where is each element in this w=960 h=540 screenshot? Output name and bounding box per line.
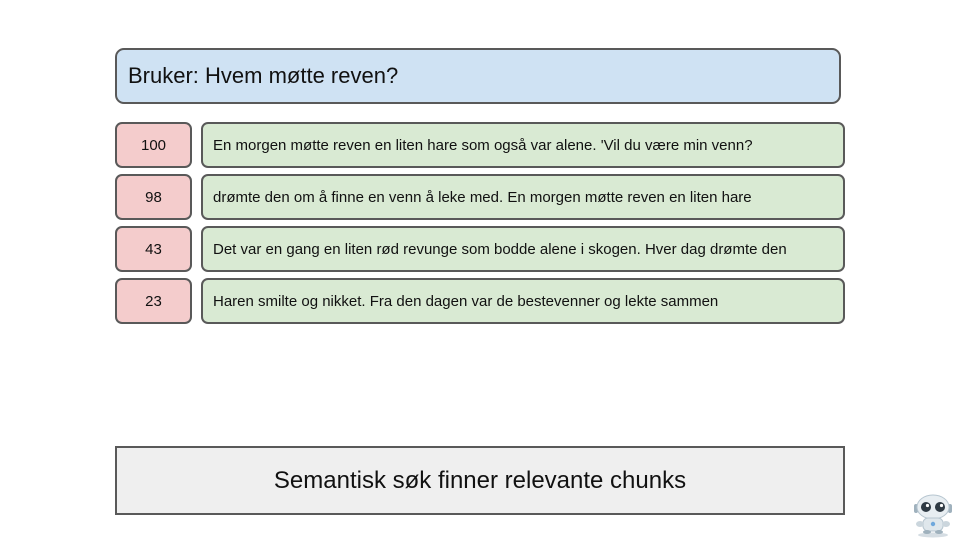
caption-box bbox=[115, 446, 845, 515]
user-query-box bbox=[115, 48, 841, 104]
search-results bbox=[115, 122, 845, 330]
user-query-text: Bruker: Hvem møtte reven? bbox=[128, 63, 399, 88]
text-chunk-content: drømte den om å finne en venn å leke med. En morgen møtte reven en liten hare bbox=[213, 188, 752, 206]
text-chunk bbox=[201, 278, 845, 324]
text-chunk-content: Det var en gang en liten rød revunge som bodde alene i skogen. Hver dag drømte den bbox=[213, 240, 787, 258]
robot-mascot-icon bbox=[910, 490, 956, 538]
result-row bbox=[115, 122, 845, 168]
text-chunk-content: En morgen møtte reven en liten hare som også var alene. 'Vil du være min venn? bbox=[213, 136, 753, 154]
result-row bbox=[115, 226, 845, 272]
text-chunk-content: Haren smilte og nikket. Fra den dagen var de bestevenner og lekte sammen bbox=[213, 292, 719, 310]
caption-text: Semantisk søk finner relevante chunks bbox=[273, 466, 687, 494]
result-row bbox=[115, 174, 845, 220]
result-row bbox=[115, 278, 845, 324]
similarity-score: 23 bbox=[115, 278, 192, 324]
similarity-score: 98 bbox=[115, 174, 192, 220]
similarity-score: 100 bbox=[115, 122, 192, 168]
similarity-score: 43 bbox=[115, 226, 192, 272]
text-chunk bbox=[201, 226, 845, 272]
text-chunk bbox=[201, 122, 845, 168]
text-chunk bbox=[201, 174, 845, 220]
